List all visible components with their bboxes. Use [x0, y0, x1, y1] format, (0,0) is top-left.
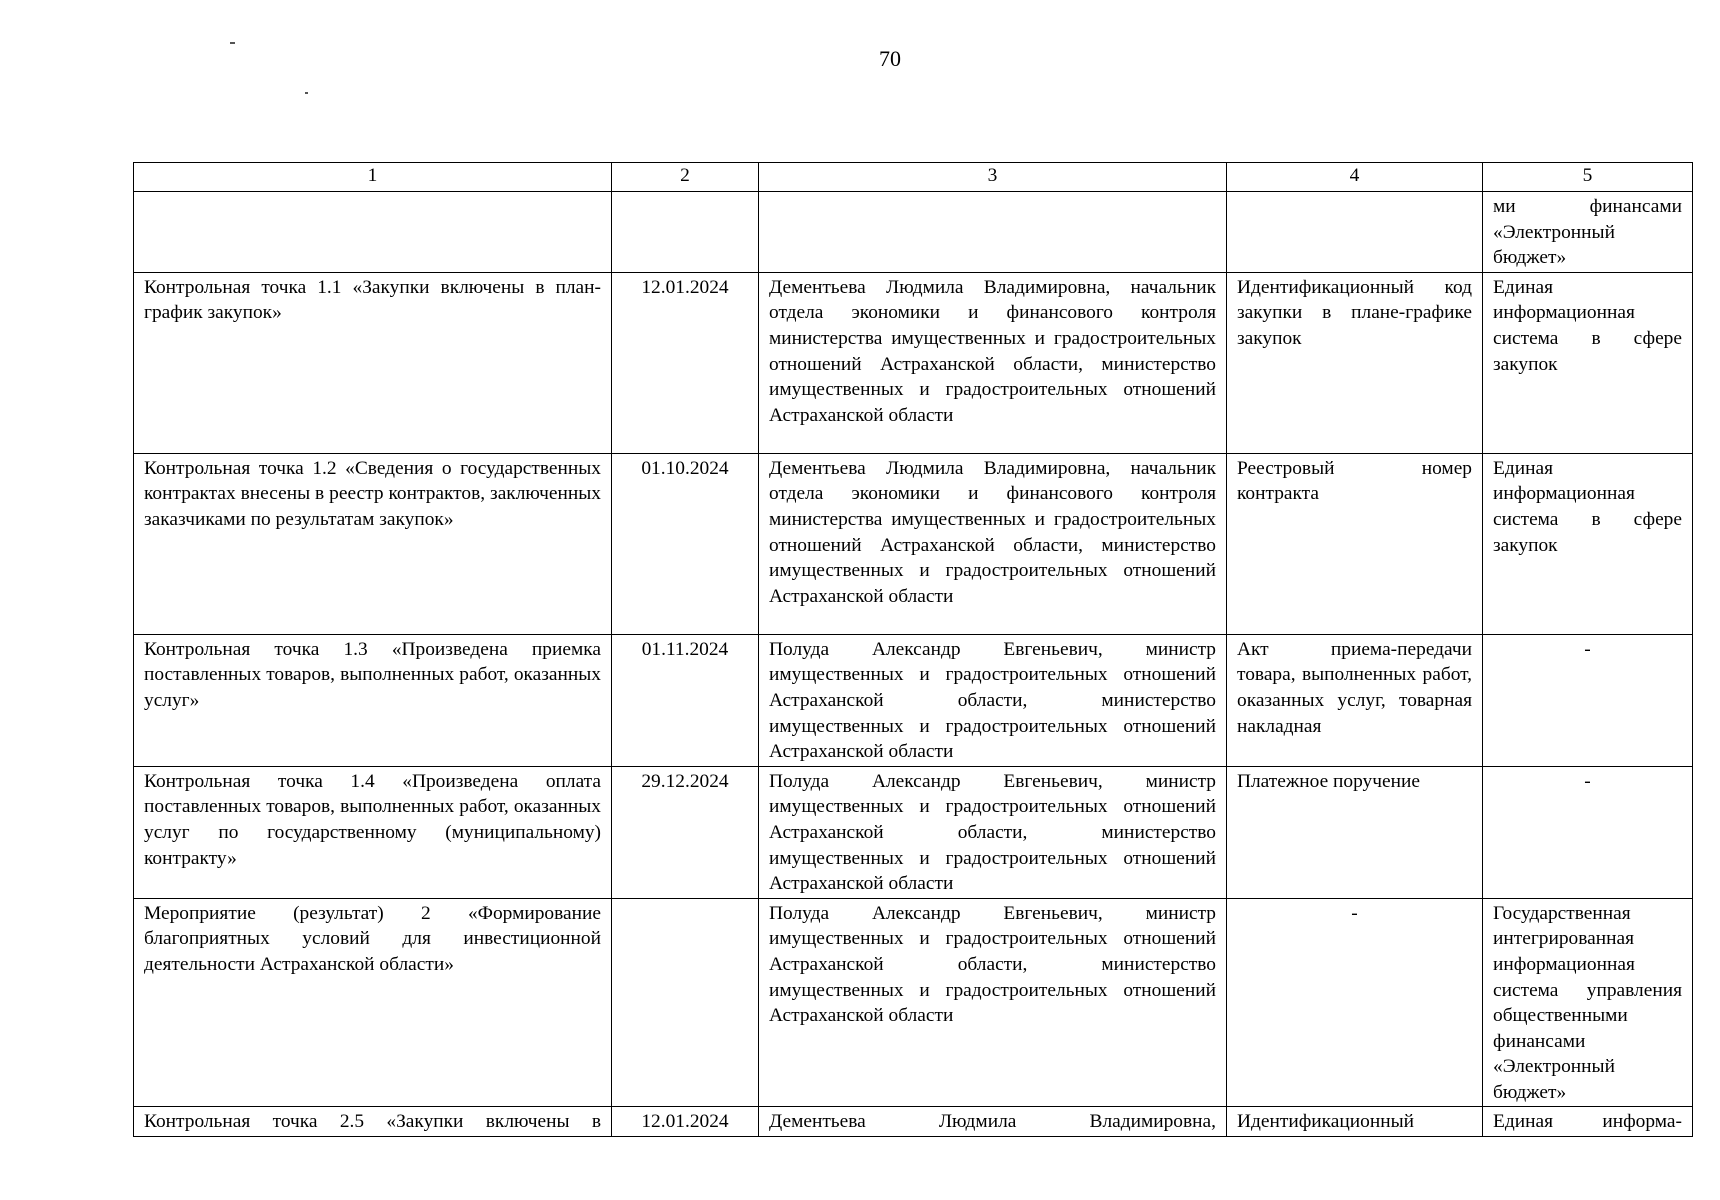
table-cell: 01.11.2024: [612, 634, 759, 766]
column-header: 4: [1227, 163, 1483, 192]
scan-speck: [230, 42, 235, 44]
table-cell: Мероприятие (результат) 2 «Формирование благоприятных условий для инвестиционной деятельности Астраханской области»: [134, 898, 612, 1107]
table-row: [134, 272, 1693, 453]
table-cell: Единая информационная система в сфере закупок: [1483, 453, 1693, 634]
table-cell: Контрольная точка 1.4 «Произведена оплата поставленных товаров, выполненных работ, оказанных услуг по государственному (муниципальному) контракту»: [134, 766, 612, 898]
page-number: 70: [879, 46, 901, 71]
table-cell: -: [1483, 766, 1693, 898]
table-cell: 01.10.2024: [612, 453, 759, 634]
table-row: [134, 453, 1693, 634]
table-cell: ми финансами «Электронный бюджет»: [1483, 192, 1693, 273]
table-cell: 12.01.2024: [612, 1107, 759, 1137]
table-cell: [134, 192, 612, 273]
table-header-row: [134, 163, 1693, 192]
table-cell: Идентификационный: [1227, 1107, 1483, 1137]
column-header: 5: [1483, 163, 1693, 192]
table-cell: Платежное поручение: [1227, 766, 1483, 898]
table-cell: [1227, 192, 1483, 273]
table-cell: Государственная интегрированная информационная система управления общественными финансами «Электронный бюджет»: [1483, 898, 1693, 1107]
scan-speck: [305, 92, 308, 94]
table-cell: 12.01.2024: [612, 272, 759, 453]
column-header: 3: [759, 163, 1227, 192]
table-cell: Единая информационная система в сфере закупок: [1483, 272, 1693, 453]
table-cell: Полуда Александр Евгеньевич, министр имущественных и градостроительных отношений Астраханской области, министерство имущественных и градостроительных отношений Астраханской области: [759, 766, 1227, 898]
table-cell: Полуда Александр Евгеньевич, министр имущественных и градостроительных отношений Астраханской области, министерство имущественных и градостроительных отношений Астраханской области: [759, 898, 1227, 1107]
column-header: 1: [134, 163, 612, 192]
table-row: [134, 192, 1693, 273]
table-row: [134, 634, 1693, 766]
table-cell: Полуда Александр Евгеньевич, министр имущественных и градостроительных отношений Астраханской области, министерство имущественных и градостроительных отношений Астраханской области: [759, 634, 1227, 766]
table-cell: Контрольная точка 1.1 «Закупки включены в план-график закупок»: [134, 272, 612, 453]
table-cell: Дементьева Людмила Владимировна, начальник отдела экономики и финансового контроля министерства имущественных и градостроительных отношений Астраханской области, министерство имущественных и градостроительных отношений Астраханской области: [759, 453, 1227, 634]
table-row: [134, 766, 1693, 898]
table-row: [134, 898, 1693, 1107]
table-cell: 29.12.2024: [612, 766, 759, 898]
document-table: [133, 162, 1693, 1137]
table-cell: Акт приема-передачи товара, выполненных работ, оказанных услуг, товарная накладная: [1227, 634, 1483, 766]
table-cell: Контрольная точка 1.3 «Произведена приемка поставленных товаров, выполненных работ, оказанных услуг»: [134, 634, 612, 766]
table-cell: [759, 192, 1227, 273]
table-row: [134, 1107, 1693, 1137]
table-cell: Идентификационный код закупки в плане-графике закупок: [1227, 272, 1483, 453]
table-cell: -: [1483, 634, 1693, 766]
table-cell: Единая информа-: [1483, 1107, 1693, 1137]
table-cell: Контрольная точка 2.5 «Закупки включены в: [134, 1107, 612, 1137]
table-cell: Дементьева Людмила Владимировна, начальник отдела экономики и финансового контроля министерства имущественных и градостроительных отношений Астраханской области, министерство имущественных и градостроительных отношений Астраханской области: [759, 272, 1227, 453]
table-cell: Дементьева Людмила Владимировна,: [759, 1107, 1227, 1137]
table-cell: [612, 898, 759, 1107]
table-cell: Контрольная точка 1.2 «Сведения о государственных контрактах внесены в реестр контрактов, заключенных заказчиками по результатам закупок»: [134, 453, 612, 634]
table-cell: [612, 192, 759, 273]
table-cell: -: [1227, 898, 1483, 1107]
table-cell: Реестровый номер контракта: [1227, 453, 1483, 634]
column-header: 2: [612, 163, 759, 192]
